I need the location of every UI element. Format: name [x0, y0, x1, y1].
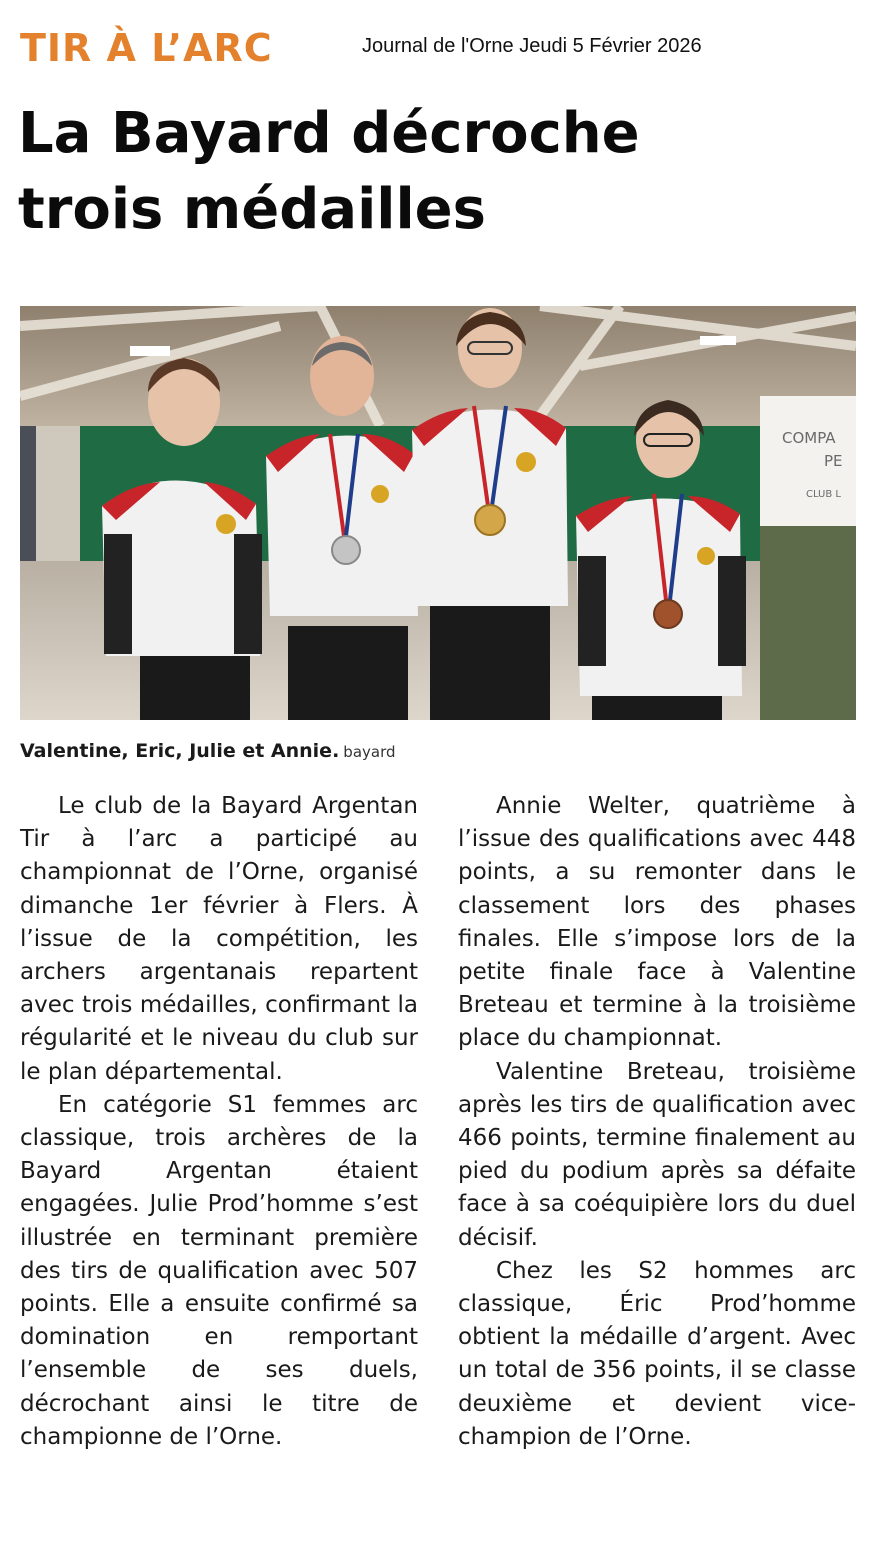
publication-source: Journal de l'Orne Jeudi 5 Février 2026: [362, 35, 702, 57]
banner-text-3: CLUB L: [806, 489, 841, 500]
paragraph: Chez les S2 hommes arc classique, Éric Prod’homme obtient la médaille d’argent. Avec un total de 356 points, il se classe deuxième et devient vice-champion de l’Orne.: [458, 1257, 856, 1450]
article-headline: [18, 96, 858, 248]
headline-line-1: La Bayard décroche: [18, 101, 640, 166]
caption-names: Valentine, Eric, Julie et Annie.: [20, 740, 340, 762]
photo-caption: [20, 740, 396, 762]
paragraph: Valentine Breteau, troisième après les tirs de qualification avec 466 points, termine finalement au pied du podium après sa défaite face à sa coéquipière lors du duel décisif.: [458, 1058, 856, 1251]
paragraph: Annie Welter, quatrième à l’issue des qualifications avec 448 points, a su remonter dans le classement lors des phases finales. Elle s’impose lors de la petite finale face à Valentine Breteau et termine à la troisième place du championnat.: [458, 793, 856, 1052]
paragraph: En catégorie S1 femmes arc classique, trois archères de la Bayard Argentan étaient engagées. Julie Prod’homme s’est illustrée en terminant première des tirs de qualification avec 507 points. Elle a ensuite confirmé sa domination en remportant l’ensemble de ses duels, décrochant ainsi le titre de championne de l’Orne.: [20, 1091, 418, 1450]
photo-credit: bayard: [343, 743, 396, 761]
article-column-right: [458, 790, 856, 1454]
article-column-left: [20, 790, 418, 1454]
article-photo: [20, 306, 856, 720]
paragraph: Le club de la Bayard Argentan Tir à l’arc a participé au championnat de l’Orne, organisé dimanche 1er février à Flers. À l’issue de la compétition, les archers argentanais repartent avec trois médailles, confirmant la régularité et le niveau du club sur le plan départemental.: [20, 793, 418, 1085]
headline-line-2: trois médailles: [18, 177, 486, 242]
banner-text-2: PE: [824, 452, 843, 470]
banner-text-1: COMPA: [782, 429, 836, 447]
section-rubric: TIR À L’ARC: [20, 26, 273, 70]
